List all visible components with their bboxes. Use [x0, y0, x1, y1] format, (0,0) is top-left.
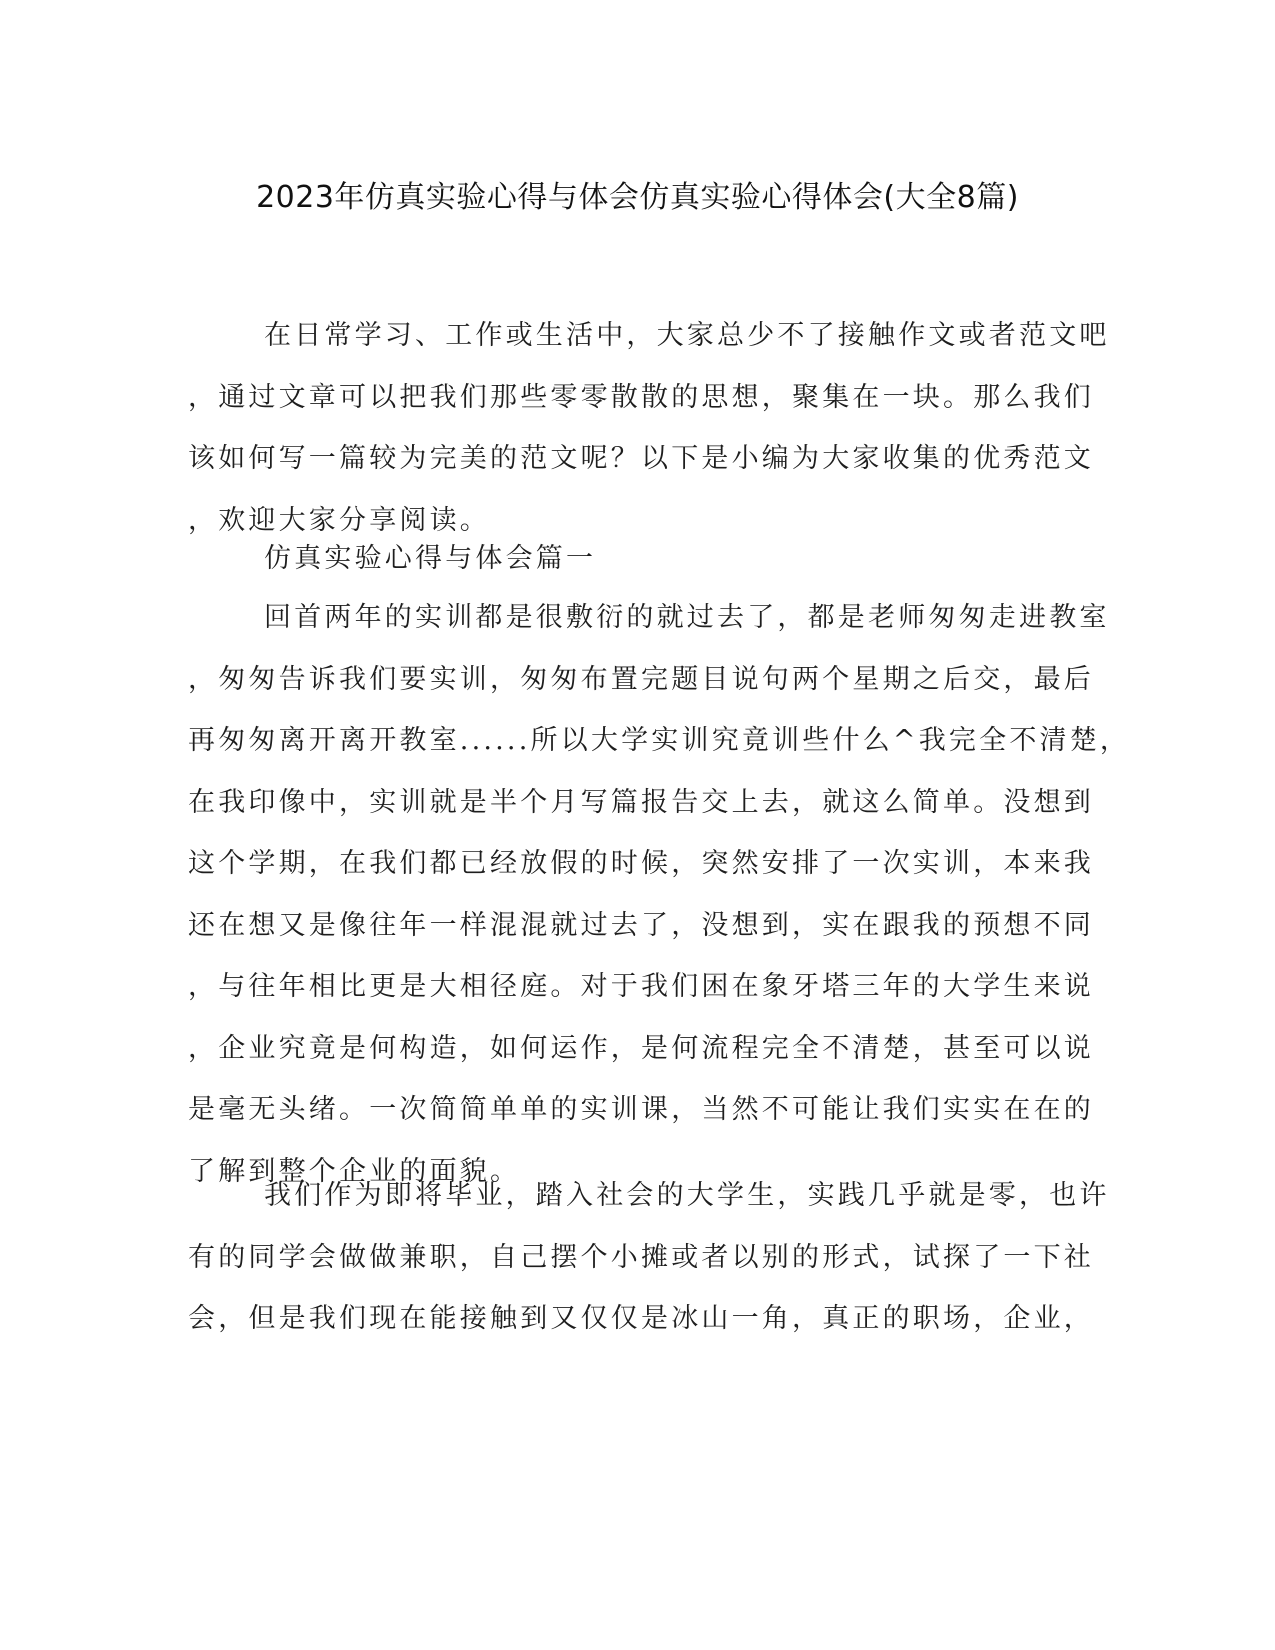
text-line: 这个学期，在我们都已经放假的时候，突然安排了一次实训，本来我 — [188, 848, 1094, 879]
section-heading-text: 仿真实验心得与体会篇一 — [264, 543, 597, 574]
section-heading — [188, 528, 1078, 590]
text-line: 是毫无头绪。一次简简单单的实训课，当然不可能让我们实实在在的 — [188, 1094, 1094, 1125]
text-line: 还在想又是像往年一样混混就过去了，没想到，实在跟我的预想不同 — [188, 909, 1094, 941]
text-line: 在日常学习、工作或生活中，大家总少不了接触作文或者范文吧 — [264, 320, 1110, 351]
text-line: 再匆匆离开离开教室......所以大学实训究竟训些什么^我完全不清楚， — [188, 725, 1131, 756]
text-line: ，欢迎大家分享阅读。 — [188, 504, 490, 536]
document-title: 2023年仿真实验心得与体会仿真实验心得体会(大全8篇) — [256, 180, 1019, 215]
text-line: ，企业究竟是何构造，如何运作，是何流程完全不清楚，甚至可以说 — [188, 1032, 1094, 1064]
text-line: 该如何写一篇较为完美的范文呢？以下是小编为大家收集的优秀范文 — [188, 443, 1094, 474]
text-line: ，与往年相比更是大相径庭。对于我们困在象牙塔三年的大学生来说 — [188, 971, 1094, 1002]
paragraph-reflection — [188, 587, 1131, 1202]
text-line: 回首两年的实训都是很敷衍的就过去了，都是老师匆匆走进教室 — [264, 602, 1110, 633]
text-line: 有的同学会做做兼职，自己摆个小摊或者以别的形式，试探了一下社 — [188, 1241, 1094, 1273]
text-line: 了解到整个企业的面貌。 — [188, 1155, 521, 1187]
text-line: ，通过文章可以把我们那些零零散散的思想，聚集在一块。那么我们 — [188, 381, 1094, 413]
text-line: ，匆匆告诉我们要实训，匆匆布置完题目说句两个星期之后交，最后 — [188, 663, 1094, 695]
text-line: 在我印像中，实训就是半个月写篇报告交上去，就这么简单。没想到 — [188, 786, 1094, 818]
text-line: 会，但是我们现在能接触到又仅仅是冰山一角，真正的职场，企业， — [188, 1303, 1094, 1334]
paragraph-intro — [188, 305, 1110, 551]
text-line: 我们作为即将毕业，踏入社会的大学生，实践几乎就是零，也许 — [264, 1180, 1110, 1211]
paragraph-practice — [188, 1165, 1110, 1350]
